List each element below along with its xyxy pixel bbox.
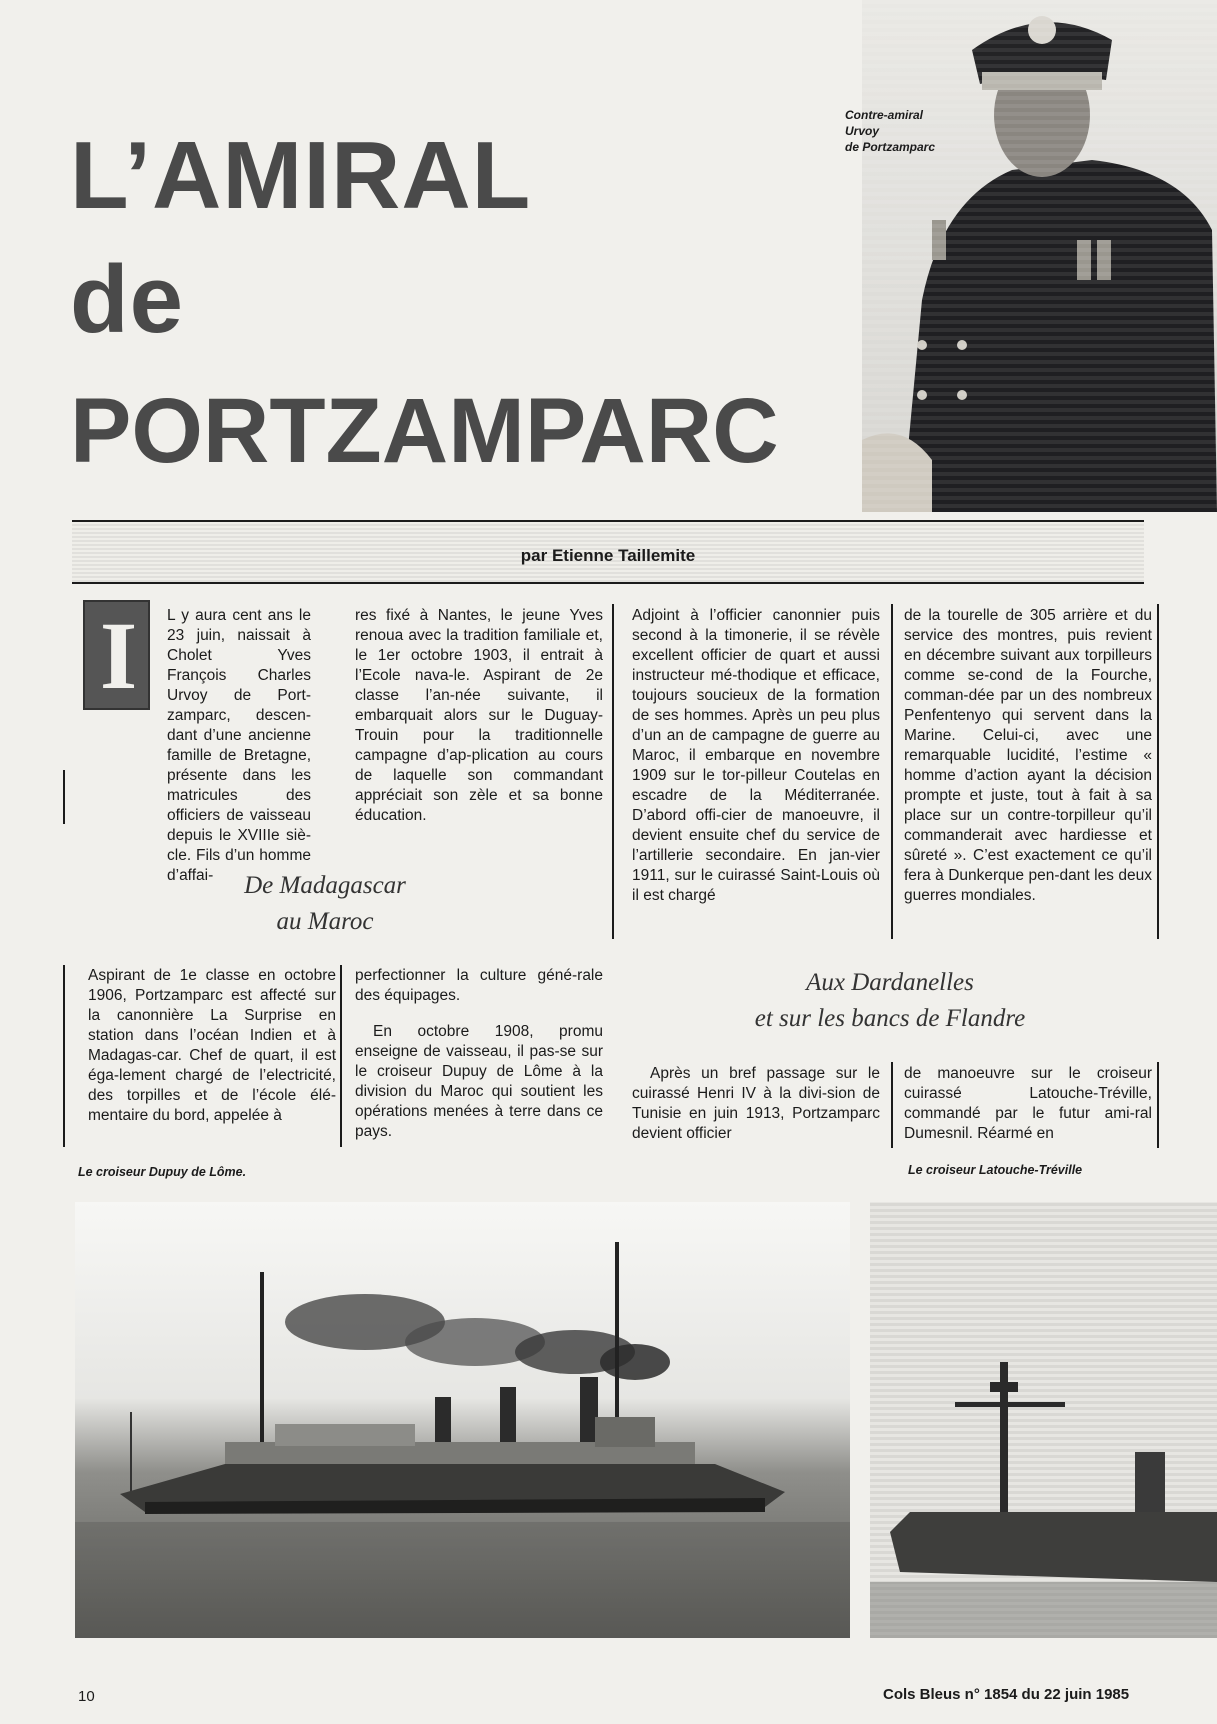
- subhead-madagascar-line-2: au Maroc: [276, 908, 374, 935]
- portrait-caption: [845, 107, 935, 155]
- column-2-lower: [355, 966, 603, 1142]
- column-4-lower-right-rule: [1157, 1062, 1159, 1148]
- column-3-lower-text: Après un bref passage sur le cuirassé Henri IV à la divi-sion de Tunisie en juin 1913, Portzamparc devient officier: [632, 1065, 880, 1142]
- photo-caption-dupuy: Le croiseur Dupuy de Lôme.: [78, 1165, 247, 1179]
- title-line-2: de: [70, 246, 185, 353]
- column-4-right-rule: [1157, 604, 1159, 939]
- column-divider-3-4: [891, 604, 893, 939]
- column-divider-3-4-lower: [891, 1062, 893, 1148]
- column-2-lower-para-1: perfectionner la culture géné-rale des équipages.: [355, 967, 603, 1004]
- byline-bottom-rule: [72, 582, 1144, 584]
- subhead-madagascar: [200, 868, 450, 940]
- publication-footer: Cols Bleus n° 1854 du 22 juin 1985: [883, 1686, 1130, 1703]
- column-divider-2-3: [612, 604, 614, 939]
- portrait-caption-line-3: de Portzamparc: [845, 140, 936, 154]
- title-line-1: L’AMIRAL: [70, 122, 532, 229]
- subhead-dardanelles-line-1: Aux Dardanelles: [806, 969, 974, 996]
- column-1-upper-text: L y aura cent ans le 23 juin, naissait à Cholet Yves François Charles Urvoy de Port- zamparc, descen- dant d’une ancienne famille de Bretagne, présente dans les matricules des officiers de vaisseau depuis le XVIIIe siè-cle. Fils d’un homme d’affai-: [167, 607, 311, 884]
- portrait-photo: [862, 0, 1217, 512]
- column-2-upper-text: res fixé à Nantes, le jeune Yves renoua avec la tradition familiale et, le 1er octobre 1903, il entrait à l’Ecole nava-le. Aspirant de 2e classe l’an-née suivante, il embarquait alors sur le Duguay-Trouin pour la traditionnelle campagne d’ap-plication au cours de laquelle son commandant appréciait son zèle et sa bonne éducation.: [355, 607, 603, 824]
- title-line-3: PORTZAMPARC: [70, 380, 779, 482]
- ship-latouche-image: [870, 1202, 1217, 1638]
- column-1-upper: [63, 602, 311, 886]
- column-3-upper-text: Adjoint à l’officier canonnier puis second à la timonerie, il se révèle excellent officier de quart et aussi instructeur mé-thodique et efficace, toujours soucieux de la formation de ses hommes. Après un peu plus d’un an de campagne de guerre au Maroc, il embarque en novembre 1909 sur le tor-pilleur Coutelas en escadre de la Méditerranée. D’abord offi-cier de manoeuvre, il devient ensuite chef du service de l’artillerie secondaire. En jan-vier 1911, sur le cuirassé Saint-Louis où il est chargé: [632, 607, 880, 904]
- photo-caption-latouche: Le croiseur Latouche-Tréville: [908, 1163, 1083, 1177]
- column-1-lower-left-rule: [63, 965, 65, 1147]
- photo-latouche-treville: [870, 1202, 1217, 1638]
- portrait-caption-line-2: Urvoy: [845, 124, 880, 138]
- column-1-left-rule: [63, 770, 65, 824]
- column-4-lower-text: de manoeuvre sur le croiseur cuirassé Latouche-Tréville, commandé par le futur ami-ral Dumesnil. Réarmé en: [904, 1065, 1152, 1142]
- photo-dupuy-de-lome: [75, 1202, 850, 1638]
- subhead-madagascar-line-1: De Madagascar: [244, 872, 406, 899]
- subhead-dardanelles-line-2: et sur les bancs de Flandre: [754, 1005, 1026, 1032]
- column-4-upper-text: de la tourelle de 305 arrière et du service des montres, puis revient en décembre suivant aux torpilleurs comme se-cond de la Fourche, comman-dée par un des nombreux Penfentenyo qui servent dans la Marine. Celui-ci, avec une remarquable lucidité, l’estime « homme d’action ayant la décision prompte et juste, tout à fait à sa place sur un contre-torpilleur qu’il commanderait avec hardiesse et sûreté ». C’est exactement ce qu’il fera à Dunkerque pen-dant les deux guerres mondiales.: [904, 607, 1152, 904]
- admiral-figure-image: [862, 0, 1217, 512]
- column-1-lower-text: Aspirant de 1e classe en octobre 1906, Portzamparc est affecté sur la canonnière La Surprise en station dans l’océan Indien et à Madagas-car. Chef de quart, il est éga-lement chargé de l’electricité, des torpilles et de l’école élé-mentaire du bord, appelée à: [88, 967, 336, 1124]
- ship-dupuy-image: [75, 1202, 850, 1638]
- drop-cap-letter: I: [99, 602, 138, 709]
- column-divider-1-2-lower: [340, 965, 342, 1147]
- subhead-dardanelles: [700, 965, 1080, 1037]
- page-number: 10: [78, 1688, 95, 1705]
- byline: par Etienne Taillemite: [520, 546, 696, 565]
- column-2-lower-para-2: En octobre 1908, promu enseigne de vaisseau, il pas-se sur le croiseur Dupuy de Lôme à la division du Maroc qui soutient les opérations menées à terre dans ce pays.: [355, 1023, 603, 1140]
- portrait-caption-line-1: Contre-amiral: [845, 108, 924, 122]
